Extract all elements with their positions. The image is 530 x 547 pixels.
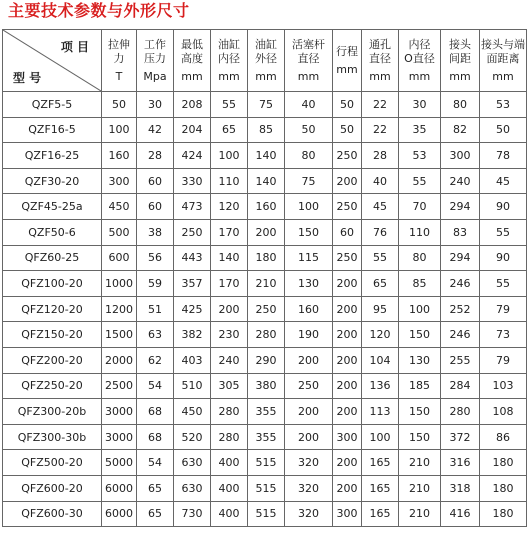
column-header — [480, 30, 527, 92]
value-cell: 280 — [248, 322, 285, 348]
value-cell: 85 — [399, 271, 441, 297]
column-header — [211, 30, 248, 92]
value-cell: 80 — [285, 143, 333, 169]
value-cell: 54 — [137, 450, 174, 476]
value-cell: 150 — [399, 424, 441, 450]
value-cell: 53 — [480, 92, 527, 118]
value-cell: 150 — [399, 399, 441, 425]
value-cell: 165 — [362, 501, 399, 527]
value-cell: 330 — [174, 168, 211, 194]
model-cell: QFZ120-20 — [3, 296, 102, 322]
value-cell: 200 — [333, 373, 362, 399]
value-cell: 400 — [211, 501, 248, 527]
value-cell: 50 — [333, 92, 362, 118]
column-header-unit: mm — [408, 69, 431, 83]
value-cell: 305 — [211, 373, 248, 399]
value-cell: 400 — [211, 475, 248, 501]
value-cell: 425 — [174, 296, 211, 322]
value-cell: 35 — [399, 117, 441, 143]
value-cell: 400 — [211, 450, 248, 476]
value-cell: 255 — [441, 347, 480, 373]
value-cell: 50 — [285, 117, 333, 143]
value-cell: 80 — [399, 245, 441, 271]
value-cell: 62 — [137, 347, 174, 373]
value-cell: 65 — [137, 501, 174, 527]
value-cell: 200 — [248, 219, 285, 245]
value-cell: 150 — [399, 322, 441, 348]
value-cell: 250 — [285, 373, 333, 399]
corner-label-item: 项 目 — [60, 40, 89, 54]
table-header-row — [3, 30, 527, 92]
value-cell: 210 — [399, 501, 441, 527]
value-cell: 65 — [362, 271, 399, 297]
value-cell: 100 — [362, 424, 399, 450]
column-header-label: 最低 — [181, 37, 203, 51]
value-cell: 316 — [441, 450, 480, 476]
value-cell: 424 — [174, 143, 211, 169]
value-cell: 5000 — [102, 450, 137, 476]
column-header-label: 工作 — [144, 37, 166, 51]
value-cell: 42 — [137, 117, 174, 143]
value-cell: 208 — [174, 92, 211, 118]
table-row — [3, 296, 527, 322]
value-cell: 78 — [480, 143, 527, 169]
value-cell: 100 — [285, 194, 333, 220]
value-cell: 318 — [441, 475, 480, 501]
value-cell: 50 — [102, 92, 137, 118]
column-header — [285, 30, 333, 92]
value-cell: 120 — [362, 322, 399, 348]
value-cell: 73 — [480, 322, 527, 348]
value-cell: 250 — [174, 219, 211, 245]
value-cell: 100 — [399, 296, 441, 322]
value-cell: 79 — [480, 347, 527, 373]
column-header-label: 油缸 — [255, 37, 277, 51]
model-cell: QZF16-5 — [3, 117, 102, 143]
model-cell: QZF50-6 — [3, 219, 102, 245]
value-cell: 130 — [399, 347, 441, 373]
value-cell: 210 — [248, 271, 285, 297]
column-header — [248, 30, 285, 92]
value-cell: 180 — [480, 450, 527, 476]
value-cell: 300 — [441, 143, 480, 169]
value-cell: 200 — [333, 475, 362, 501]
value-cell: 45 — [480, 168, 527, 194]
column-header-label: 内径 — [408, 37, 431, 51]
table-row — [3, 92, 527, 118]
value-cell: 59 — [137, 271, 174, 297]
value-cell: 103 — [480, 373, 527, 399]
value-cell: 520 — [174, 424, 211, 450]
model-cell: QFZ60-25 — [3, 245, 102, 271]
value-cell: 450 — [174, 399, 211, 425]
value-cell: 510 — [174, 373, 211, 399]
column-header — [362, 30, 399, 92]
column-header-unit: mm — [181, 69, 203, 83]
value-cell: 110 — [211, 168, 248, 194]
value-cell: 90 — [480, 245, 527, 271]
column-header-unit: mm — [255, 69, 277, 83]
column-header-label: 直径 — [369, 51, 391, 65]
value-cell: 294 — [441, 245, 480, 271]
model-cell: QZF30-20 — [3, 168, 102, 194]
value-cell: 38 — [137, 219, 174, 245]
value-cell: 284 — [441, 373, 480, 399]
value-cell: 230 — [211, 322, 248, 348]
value-cell: 80 — [441, 92, 480, 118]
value-cell: 30 — [137, 92, 174, 118]
value-cell: 200 — [285, 347, 333, 373]
value-cell: 170 — [211, 271, 248, 297]
value-cell: 60 — [333, 219, 362, 245]
value-cell: 150 — [285, 219, 333, 245]
table-row — [3, 245, 527, 271]
value-cell: 82 — [441, 117, 480, 143]
column-header-unit: mm — [297, 69, 320, 83]
value-cell: 473 — [174, 194, 211, 220]
value-cell: 246 — [441, 271, 480, 297]
model-cell: QFZ300-20b — [3, 399, 102, 425]
value-cell: 160 — [102, 143, 137, 169]
column-header-label: 通孔 — [369, 37, 391, 51]
table-row — [3, 373, 527, 399]
table-row — [3, 219, 527, 245]
table-row — [3, 194, 527, 220]
value-cell: 75 — [248, 92, 285, 118]
model-cell: QZF5-5 — [3, 92, 102, 118]
value-cell: 240 — [211, 347, 248, 373]
value-cell: 108 — [480, 399, 527, 425]
value-cell: 140 — [211, 245, 248, 271]
value-cell: 165 — [362, 475, 399, 501]
value-cell: 190 — [285, 322, 333, 348]
value-cell: 28 — [137, 143, 174, 169]
model-cell: QFZ600-20 — [3, 475, 102, 501]
value-cell: 200 — [285, 399, 333, 425]
column-header — [333, 30, 362, 92]
column-header-label: 接头 — [449, 37, 471, 51]
table-row — [3, 271, 527, 297]
table-row — [3, 399, 527, 425]
value-cell: 252 — [441, 296, 480, 322]
value-cell: 70 — [399, 194, 441, 220]
column-header-label: 压力 — [144, 51, 166, 65]
value-cell: 90 — [480, 194, 527, 220]
column-header-unit: mm — [336, 62, 358, 76]
value-cell: 200 — [333, 322, 362, 348]
value-cell: 55 — [480, 219, 527, 245]
value-cell: 600 — [102, 245, 137, 271]
value-cell: 55 — [211, 92, 248, 118]
value-cell: 246 — [441, 322, 480, 348]
value-cell: 53 — [399, 143, 441, 169]
value-cell: 200 — [333, 347, 362, 373]
column-header-label: O直径 — [404, 51, 435, 65]
column-header-unit: T — [115, 69, 123, 83]
value-cell: 372 — [441, 424, 480, 450]
value-cell: 2000 — [102, 347, 137, 373]
value-cell: 75 — [285, 168, 333, 194]
value-cell: 250 — [333, 194, 362, 220]
value-cell: 180 — [248, 245, 285, 271]
value-cell: 3000 — [102, 399, 137, 425]
value-cell: 382 — [174, 322, 211, 348]
value-cell: 1200 — [102, 296, 137, 322]
value-cell: 28 — [362, 143, 399, 169]
value-cell: 60 — [137, 168, 174, 194]
value-cell: 2500 — [102, 373, 137, 399]
value-cell: 443 — [174, 245, 211, 271]
value-cell: 136 — [362, 373, 399, 399]
value-cell: 210 — [399, 475, 441, 501]
column-header-label: 活塞杆 — [292, 37, 325, 51]
value-cell: 110 — [399, 219, 441, 245]
value-cell: 86 — [480, 424, 527, 450]
value-cell: 200 — [285, 424, 333, 450]
table-row — [3, 347, 527, 373]
value-cell: 65 — [211, 117, 248, 143]
model-cell: QFZ500-20 — [3, 450, 102, 476]
value-cell: 6000 — [102, 501, 137, 527]
value-cell: 140 — [248, 143, 285, 169]
column-header-label: 高度 — [181, 51, 203, 65]
value-cell: 200 — [333, 271, 362, 297]
value-cell: 95 — [362, 296, 399, 322]
column-header-label: 外径 — [255, 51, 277, 65]
value-cell: 76 — [362, 219, 399, 245]
value-cell: 55 — [480, 271, 527, 297]
value-cell: 1000 — [102, 271, 137, 297]
value-cell: 63 — [137, 322, 174, 348]
value-cell: 355 — [248, 424, 285, 450]
model-cell: QFZ300-30b — [3, 424, 102, 450]
value-cell: 50 — [333, 117, 362, 143]
value-cell: 68 — [137, 399, 174, 425]
column-header-unit: mm — [369, 69, 391, 83]
value-cell: 515 — [248, 475, 285, 501]
value-cell: 160 — [248, 194, 285, 220]
column-header-label: 拉伸 — [108, 37, 130, 51]
value-cell: 200 — [333, 450, 362, 476]
value-cell: 200 — [333, 399, 362, 425]
model-cell: QZF16-25 — [3, 143, 102, 169]
table-row — [3, 501, 527, 527]
value-cell: 630 — [174, 475, 211, 501]
page-title: 主要技术参数与外形尺寸 — [8, 1, 190, 20]
value-cell: 55 — [362, 245, 399, 271]
value-cell: 100 — [102, 117, 137, 143]
model-cell: QFZ250-20 — [3, 373, 102, 399]
value-cell: 65 — [137, 475, 174, 501]
value-cell: 68 — [137, 424, 174, 450]
value-cell: 170 — [211, 219, 248, 245]
table-row — [3, 117, 527, 143]
value-cell: 515 — [248, 450, 285, 476]
column-header-label: 力 — [113, 51, 125, 65]
value-cell: 40 — [285, 92, 333, 118]
column-header-label: 间距 — [449, 51, 471, 65]
value-cell: 200 — [333, 296, 362, 322]
corner-label-model: 型 号 — [13, 71, 42, 85]
value-cell: 320 — [285, 475, 333, 501]
column-header-label: 面距离 — [486, 51, 520, 65]
value-cell: 6000 — [102, 475, 137, 501]
value-cell: 200 — [333, 168, 362, 194]
column-header — [174, 30, 211, 92]
column-header-unit: mm — [492, 69, 514, 83]
value-cell: 515 — [248, 501, 285, 527]
column-header-label: 行程 — [336, 44, 358, 58]
value-cell: 113 — [362, 399, 399, 425]
value-cell: 165 — [362, 450, 399, 476]
value-cell: 85 — [248, 117, 285, 143]
value-cell: 104 — [362, 347, 399, 373]
table-body — [3, 92, 527, 527]
value-cell: 30 — [399, 92, 441, 118]
value-cell: 416 — [441, 501, 480, 527]
table-row — [3, 475, 527, 501]
model-cell: QFZ150-20 — [3, 322, 102, 348]
value-cell: 140 — [248, 168, 285, 194]
value-cell: 45 — [362, 194, 399, 220]
value-cell: 290 — [248, 347, 285, 373]
value-cell: 3000 — [102, 424, 137, 450]
table-row — [3, 168, 527, 194]
value-cell: 160 — [285, 296, 333, 322]
value-cell: 50 — [480, 117, 527, 143]
spec-table — [2, 29, 527, 527]
column-header — [137, 30, 174, 92]
value-cell: 40 — [362, 168, 399, 194]
value-cell: 204 — [174, 117, 211, 143]
value-cell: 630 — [174, 450, 211, 476]
value-cell: 51 — [137, 296, 174, 322]
value-cell: 320 — [285, 501, 333, 527]
value-cell: 180 — [480, 475, 527, 501]
column-header-label: 接头与端 — [481, 37, 525, 51]
value-cell: 300 — [333, 501, 362, 527]
table-row — [3, 424, 527, 450]
column-header — [102, 30, 137, 92]
value-cell: 300 — [333, 424, 362, 450]
value-cell: 22 — [362, 92, 399, 118]
value-cell: 250 — [333, 245, 362, 271]
value-cell: 320 — [285, 450, 333, 476]
value-cell: 294 — [441, 194, 480, 220]
column-header-label: 内径 — [218, 51, 240, 65]
value-cell: 180 — [480, 501, 527, 527]
table-row — [3, 143, 527, 169]
value-cell: 1500 — [102, 322, 137, 348]
value-cell: 54 — [137, 373, 174, 399]
model-cell: QFZ600-30 — [3, 501, 102, 527]
value-cell: 300 — [102, 168, 137, 194]
value-cell: 500 — [102, 219, 137, 245]
value-cell: 55 — [399, 168, 441, 194]
value-cell: 355 — [248, 399, 285, 425]
value-cell: 22 — [362, 117, 399, 143]
column-header-unit: mm — [218, 69, 240, 83]
column-header-label: 直径 — [297, 51, 320, 65]
value-cell: 200 — [211, 296, 248, 322]
value-cell: 357 — [174, 271, 211, 297]
value-cell: 730 — [174, 501, 211, 527]
value-cell: 130 — [285, 271, 333, 297]
model-cell: QFZ200-20 — [3, 347, 102, 373]
value-cell: 79 — [480, 296, 527, 322]
value-cell: 115 — [285, 245, 333, 271]
table-row — [3, 450, 527, 476]
value-cell: 380 — [248, 373, 285, 399]
model-cell: QZF45-25a — [3, 194, 102, 220]
value-cell: 210 — [399, 450, 441, 476]
value-cell: 250 — [248, 296, 285, 322]
value-cell: 450 — [102, 194, 137, 220]
corner-header-cell — [3, 30, 102, 92]
table-row — [3, 322, 527, 348]
column-header-unit: Mpa — [143, 69, 167, 83]
value-cell: 56 — [137, 245, 174, 271]
column-header-label: 油缸 — [218, 37, 240, 51]
value-cell: 280 — [211, 399, 248, 425]
value-cell: 120 — [211, 194, 248, 220]
value-cell: 83 — [441, 219, 480, 245]
model-cell: QFZ100-20 — [3, 271, 102, 297]
value-cell: 250 — [333, 143, 362, 169]
column-header — [399, 30, 441, 92]
value-cell: 280 — [211, 424, 248, 450]
value-cell: 100 — [211, 143, 248, 169]
value-cell: 60 — [137, 194, 174, 220]
value-cell: 240 — [441, 168, 480, 194]
column-header-unit: mm — [449, 69, 471, 83]
value-cell: 280 — [441, 399, 480, 425]
value-cell: 185 — [399, 373, 441, 399]
column-header — [441, 30, 480, 92]
value-cell: 403 — [174, 347, 211, 373]
